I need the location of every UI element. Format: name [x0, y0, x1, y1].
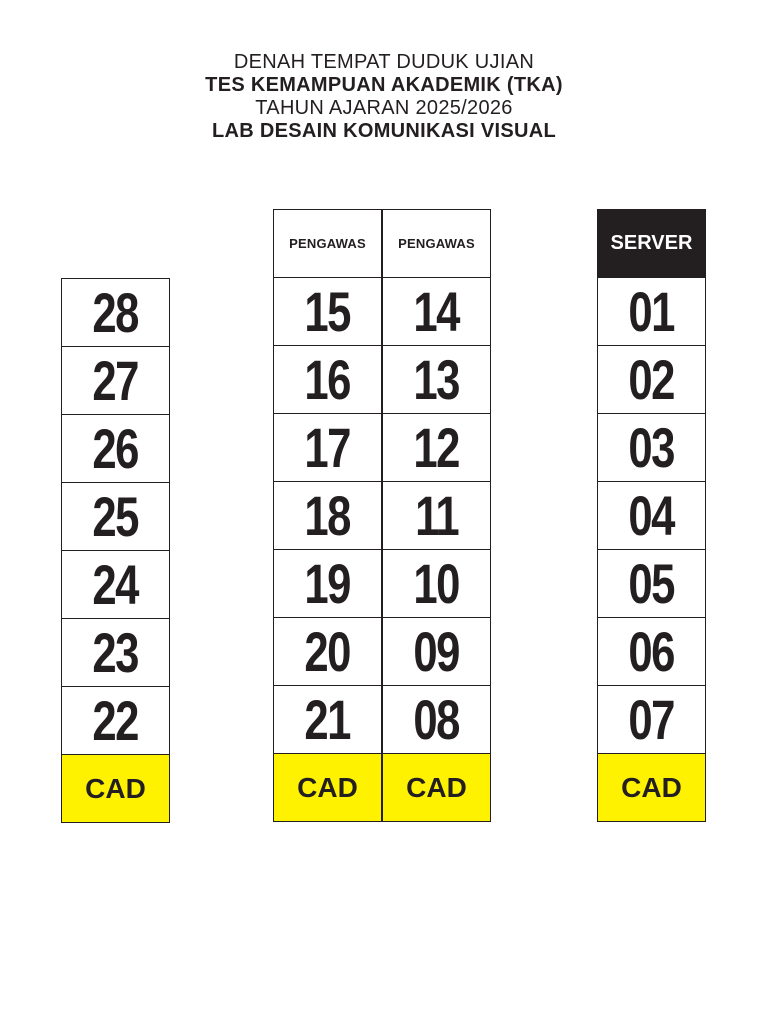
seat-cell — [273, 277, 382, 346]
seat-cell — [597, 549, 706, 618]
seat-cell — [597, 617, 706, 686]
header-line-3: TAHUN AJARAN 2025/2026 — [255, 97, 513, 119]
seat-number: 11 — [414, 484, 459, 547]
seat-number: 10 — [413, 552, 460, 615]
seat-column-middle-right — [382, 209, 491, 822]
cad-label: CAD — [85, 772, 146, 804]
seat-number: 21 — [304, 688, 351, 751]
seat-column-right — [597, 209, 706, 822]
cad-cell — [61, 754, 170, 823]
seat-cell — [597, 277, 706, 346]
seat-number: 19 — [304, 552, 351, 615]
seat-cell — [61, 346, 170, 415]
seat-number: 28 — [92, 281, 139, 344]
pengawas-cell — [273, 209, 382, 278]
seat-number: 17 — [304, 416, 351, 479]
cad-label: CAD — [621, 771, 682, 803]
seat-number: 13 — [413, 348, 460, 411]
seat-cell — [382, 617, 491, 686]
seat-number: 12 — [413, 416, 460, 479]
seat-number: 26 — [92, 417, 139, 480]
seat-cell — [382, 413, 491, 482]
cad-label: CAD — [406, 771, 467, 803]
seat-number: 04 — [628, 484, 675, 547]
seat-number: 22 — [92, 689, 139, 752]
seat-cell — [273, 345, 382, 414]
seat-number: 27 — [92, 349, 139, 412]
document-header — [0, 51, 768, 143]
cad-label: CAD — [297, 771, 358, 803]
seat-number: 25 — [92, 485, 139, 548]
seat-number: 14 — [413, 280, 460, 343]
seat-cell — [61, 550, 170, 619]
seat-number: 09 — [413, 620, 460, 683]
seat-cell — [382, 549, 491, 618]
seat-cell — [382, 345, 491, 414]
header-line-4: LAB DESAIN KOMUNIKASI VISUAL — [212, 120, 556, 142]
seat-cell — [382, 685, 491, 754]
seat-cell — [273, 617, 382, 686]
cad-cell — [273, 753, 382, 822]
seat-cell — [61, 618, 170, 687]
seat-cell — [273, 413, 382, 482]
seat-cell — [597, 685, 706, 754]
seat-cell — [61, 686, 170, 755]
seat-number: 02 — [628, 348, 675, 411]
seat-number: 18 — [304, 484, 351, 547]
seat-cell — [61, 278, 170, 347]
seat-number: 15 — [304, 280, 351, 343]
seat-number: 16 — [304, 348, 351, 411]
seat-number: 24 — [92, 553, 139, 616]
seat-cell — [273, 685, 382, 754]
seat-cell — [597, 413, 706, 482]
pengawas-label: PENGAWAS — [398, 236, 475, 251]
seat-cell — [382, 277, 491, 346]
seat-number: 06 — [628, 620, 675, 683]
header-line-1: DENAH TEMPAT DUDUK UJIAN — [233, 51, 535, 73]
seat-number: 23 — [92, 621, 139, 684]
seat-cell — [61, 414, 170, 483]
seat-cell — [273, 481, 382, 550]
pengawas-label: PENGAWAS — [289, 236, 366, 251]
seat-number: 01 — [628, 280, 675, 343]
seat-column-middle-left — [273, 209, 382, 822]
server-cell — [597, 209, 706, 278]
header-line-2: TES KEMAMPUAN AKADEMIK (TKA) — [205, 74, 563, 96]
seat-cell — [597, 345, 706, 414]
cad-cell — [597, 753, 706, 822]
seat-number: 07 — [628, 688, 675, 751]
seat-column-left — [61, 278, 170, 823]
cad-cell — [382, 753, 491, 822]
seat-cell — [273, 549, 382, 618]
server-label: SERVER — [610, 232, 693, 254]
seat-cell — [597, 481, 706, 550]
seat-cell — [61, 482, 170, 551]
pengawas-cell — [382, 209, 491, 278]
seat-number: 20 — [304, 620, 351, 683]
seat-number: 08 — [413, 688, 460, 751]
seat-number: 05 — [628, 552, 675, 615]
seat-cell — [382, 481, 491, 550]
seat-number: 03 — [628, 416, 675, 479]
